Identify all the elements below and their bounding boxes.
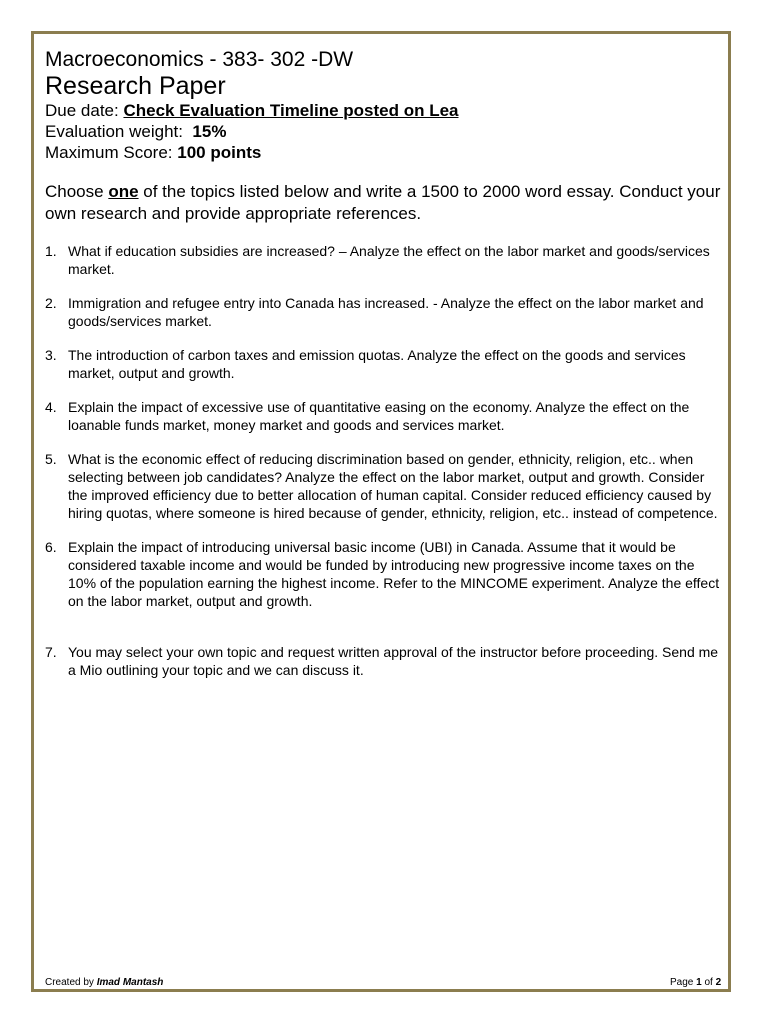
topic-text: What if education subsidies are increased? – Analyze the effect on the labor market and goods/services market. [68, 243, 710, 277]
topic-text: What is the economic effect of reducing discrimination based on gender, ethnicity, religion, etc.. when selecting between job candidates? Analyze the effect on the labor market, output and growth. Consider the improved efficiency due to better allocation of human capital. Consider reduced efficiency caused by hiring quotas, where someone is hired because of gender, ethnicity, religion, etc.. instead of competence. [68, 451, 718, 521]
topic-item [45, 643, 725, 679]
page-current: 1 [696, 977, 702, 988]
paper-title: Research Paper [45, 72, 226, 100]
evaluation-weight-value: 15% [192, 122, 227, 141]
due-date-value: Check Evaluation Timeline posted on Lea [123, 101, 459, 120]
topic-number: 5. [45, 451, 57, 467]
due-date-line [45, 100, 725, 121]
page-total: 2 [715, 977, 722, 988]
instructions-key-word: one [108, 182, 139, 201]
page-label: Page [670, 977, 697, 988]
topic-item [45, 346, 725, 382]
topic-number: 6. [45, 539, 57, 555]
topic-text: Explain the impact of excessive use of quantitative easing on the economy. Analyze the effect on the loanable funds market, money market and goods and services market. [68, 399, 690, 433]
page-number [670, 977, 721, 989]
topic-item [45, 538, 725, 610]
topic-number: 4. [45, 399, 57, 415]
topic-number: 7. [45, 644, 57, 660]
instructions-after: of the topics listed below and write a 1500 to 2000 word essay. Conduct your own research and provide appropriate references. [45, 182, 721, 223]
document-content [45, 47, 725, 695]
footer-credit [45, 977, 163, 989]
instructions-before: Choose [45, 182, 109, 201]
footer-author: Imad Mantash [96, 977, 164, 988]
due-date-label: Due date: [45, 101, 124, 120]
topic-item [45, 398, 725, 434]
evaluation-weight-line [45, 121, 725, 142]
instructions-paragraph [45, 181, 725, 225]
topic-text: Explain the impact of introducing universal basic income (UBI) in Canada. Assume that it would be considered taxable income and would be funded by introducing new progressive income taxes on the 10% of the population earning the highest income. Refer to the MINCOME experiment. Analyze the effect on the labor market, output and growth. [68, 539, 720, 609]
topic-text: Immigration and refugee entry into Canada has increased. - Analyze the effect on the labor market and goods/services market. [68, 295, 704, 329]
maximum-score-value: 100 points [177, 143, 262, 162]
course-title: Macroeconomics - 383- 302 -DW [45, 48, 354, 71]
topic-item [45, 450, 725, 522]
footer-created-label: Created by [45, 977, 97, 988]
topic-number: 2. [45, 295, 57, 311]
topic-text: The introduction of carbon taxes and emission quotas. Analyze the effect on the goods and services market, output and growth. [68, 347, 686, 381]
topic-number: 1. [45, 243, 57, 259]
evaluation-weight-label: Evaluation weight: [45, 122, 193, 141]
maximum-score-label: Maximum Score: [45, 143, 178, 162]
topic-list [45, 242, 725, 679]
topic-number: 3. [45, 347, 57, 363]
topic-item [45, 294, 725, 330]
topic-item [45, 242, 725, 278]
topic-text: You may select your own topic and request written approval of the instructor before proceeding. Send me a Mio outlining your topic and we can discuss it. [68, 644, 719, 678]
maximum-score-line [45, 142, 725, 163]
page-of: of [701, 977, 716, 988]
